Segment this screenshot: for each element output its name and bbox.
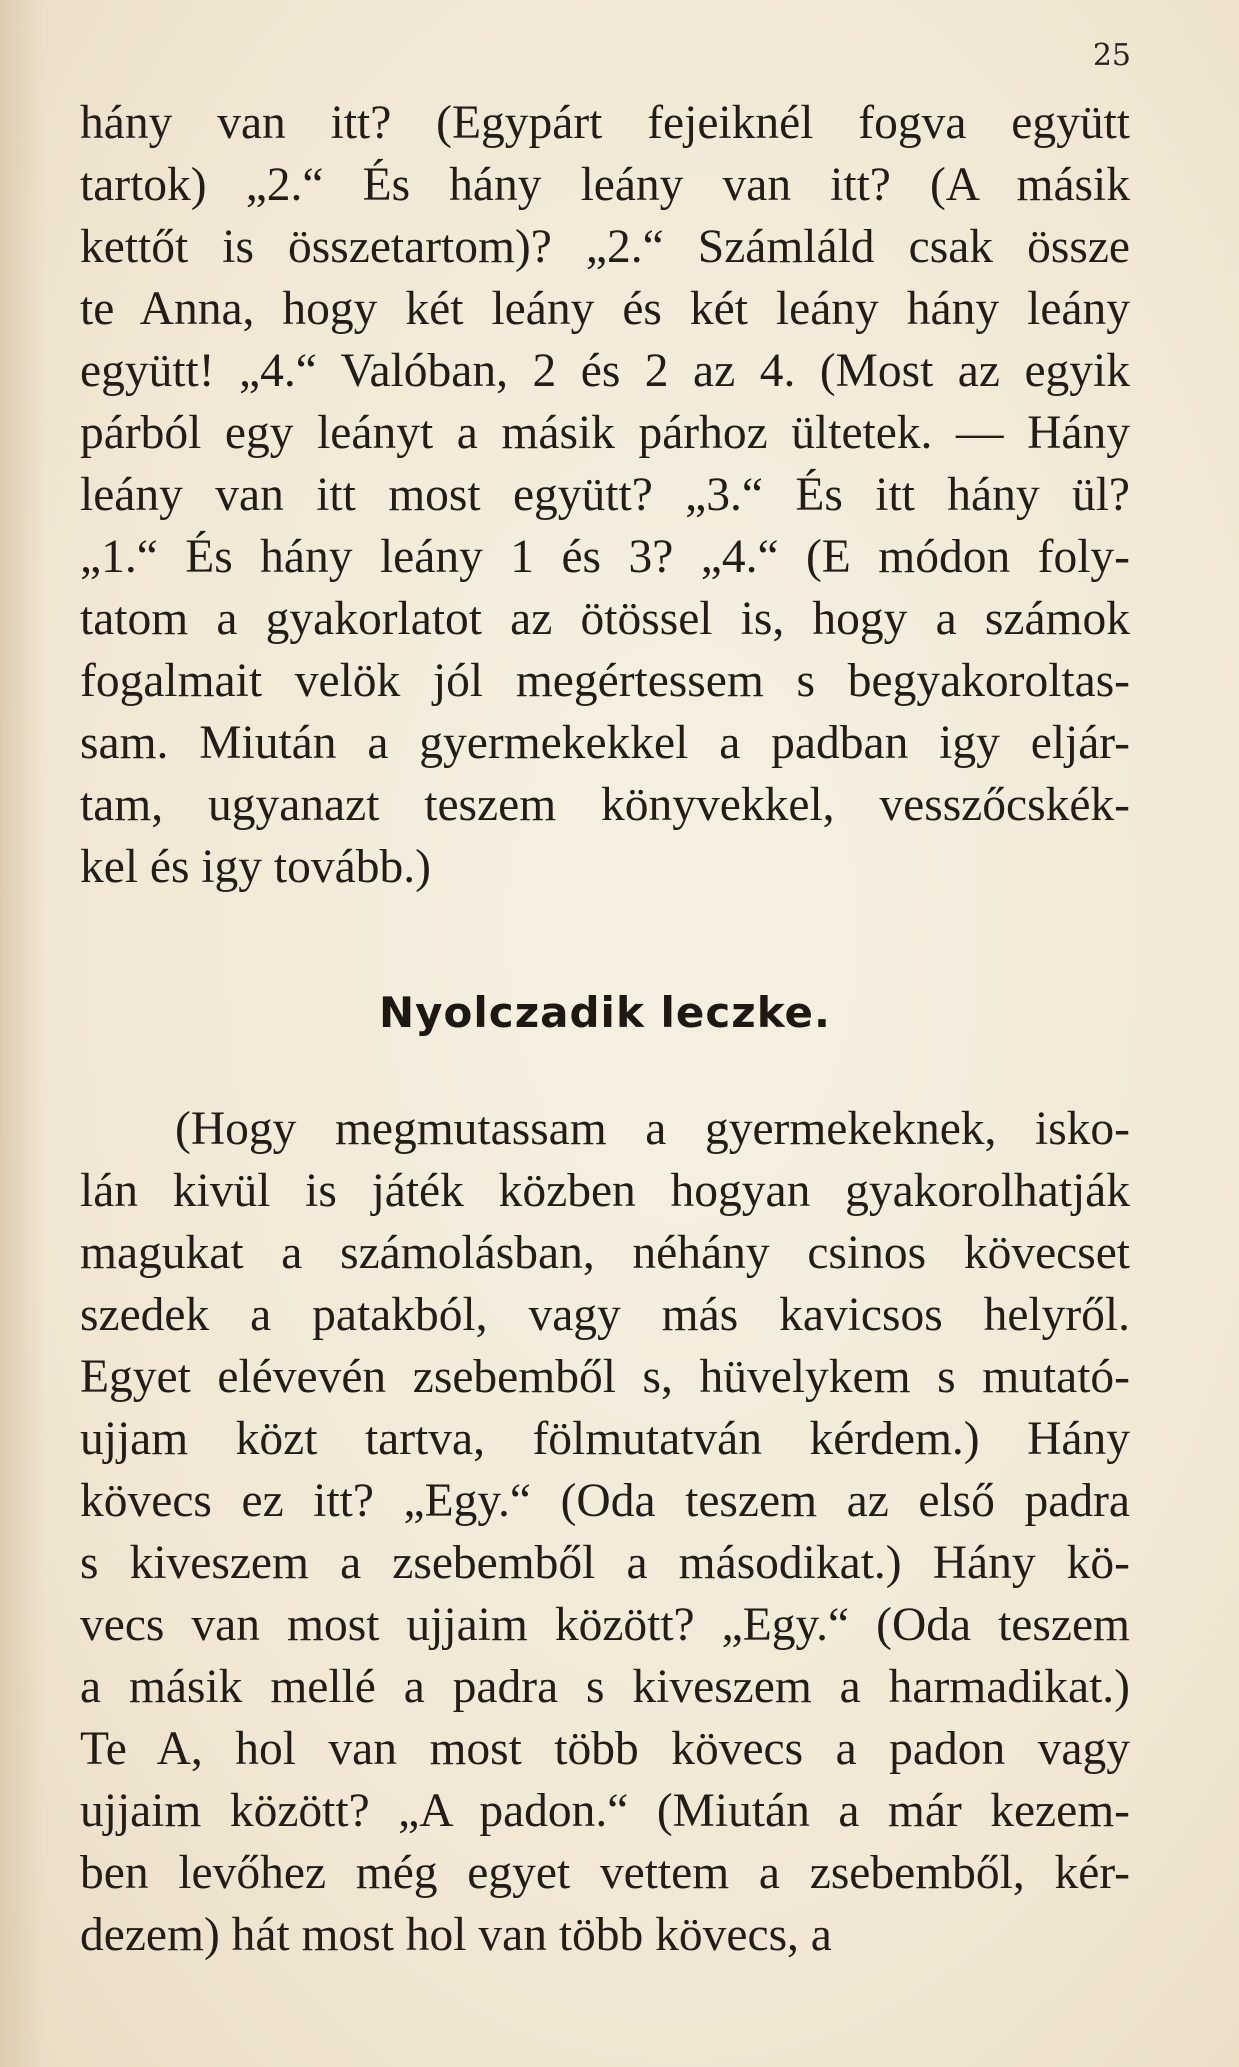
text-line: s kiveszem a zsebemből a másodikat.) Hány kö-: [80, 1537, 1130, 1589]
page-gutter-shadow: [0, 0, 45, 2067]
text-line: Egyet elévevén zsebemből s, hüvelykem s mutató-: [80, 1351, 1130, 1403]
text-line: kövecs ez itt? „Egy.“ (Oda teszem az első padra: [80, 1475, 1130, 1527]
text-line: tatom a gyakorlatot az ötössel is, hogy a számok: [80, 593, 1130, 645]
text-line: kel és igy tovább.): [80, 841, 431, 893]
text-line: te Anna, hogy két leány és két leány hány leány: [80, 283, 1130, 335]
paragraph-2: [80, 1098, 1130, 1966]
text-line: fogalmait velök jól megértessem s begyakoroltas-: [80, 655, 1130, 707]
text-line: kettőt is összetartom)? „2.“ Számláld csak össze: [80, 221, 1130, 273]
lesson-heading: Nyolczadik leczke.: [379, 988, 831, 1037]
text-line: hány van itt? (Egypárt fejeiknél fogva együtt: [80, 97, 1130, 149]
text-line: ben levőhez még egyet vettem a zsebemből, kér-: [80, 1847, 1130, 1899]
text-line: sam. Miután a gyermekekkel a padban igy eljár-: [80, 717, 1130, 769]
text-line: Te A, hol van most több kövecs a padon vagy: [80, 1723, 1130, 1775]
paragraph-1: [80, 92, 1130, 898]
text-line: együtt! „4.“ Valóban, 2 és 2 az 4. (Most az egyik: [80, 345, 1130, 397]
text-line: a másik mellé a padra s kiveszem a harmadikat.): [80, 1661, 1130, 1713]
text-line: leány van itt most együtt? „3.“ És itt hány ül?: [80, 469, 1130, 521]
text-line: (Hogy megmutassam a gyermekeknek, isko-: [175, 1103, 1130, 1155]
text-line: vecs van most ujjaim között? „Egy.“ (Oda teszem: [80, 1599, 1130, 1651]
text-line: tartok) „2.“ És hány leány van itt? (A másik: [80, 159, 1130, 211]
text-line: lán kivül is játék közben hogyan gyakorolhatják: [80, 1165, 1130, 1217]
text-line: magukat a számolásban, néhány csinos kövecset: [80, 1227, 1130, 1279]
text-line: tam, ugyanazt teszem könyvekkel, vesszőcskék-: [80, 779, 1130, 831]
text-line: dezem) hát most hol van több kövecs, a: [80, 1909, 832, 1961]
text-line: „1.“ És hány leány 1 és 3? „4.“ (E módon foly-: [80, 531, 1130, 583]
page-number: 25: [1092, 38, 1131, 73]
text-line: párból egy leányt a másik párhoz ültetek. — Hány: [80, 407, 1130, 459]
text-line: ujjam közt tartva, fölmutatván kérdem.) Hány: [80, 1413, 1130, 1465]
text-line: ujjaim között? „A padon.“ (Miután a már kezem-: [80, 1785, 1130, 1837]
text-line: szedek a patakból, vagy más kavicsos helyről.: [80, 1289, 1130, 1341]
